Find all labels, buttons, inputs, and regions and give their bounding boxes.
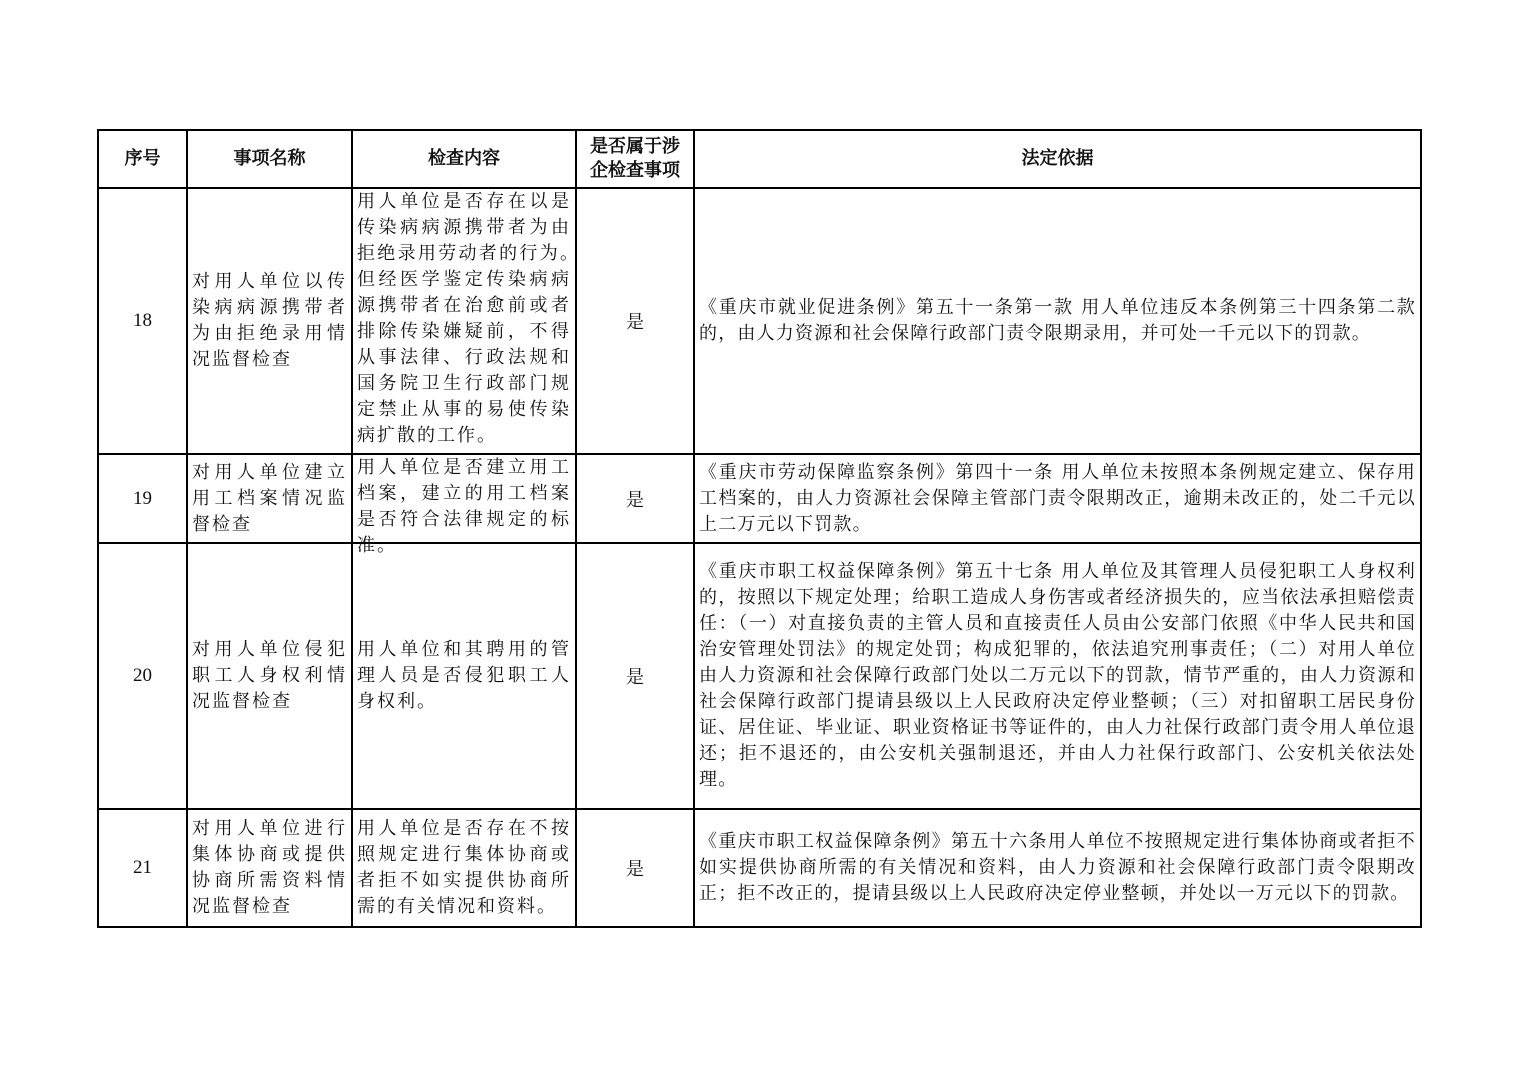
header-name: 事项名称	[187, 130, 352, 188]
legal-basis: 《重庆市劳动保障监察条例》第四十一条 用人单位未按照本条例规定建立、保存用工档案的，由人力资源社会保障主管部门责令限期改正，逾期未改正的，处二千元以上二万元以下罚款。	[694, 454, 1421, 543]
legal-basis: 《重庆市职工权益保障条例》第五十六条用人单位不按照规定进行集体协商或者拒不如实提供协商所需的有关情况和资料，由人力资源和社会保障行政部门责令限期改正；拒不改正的，提请县级以上人民政府决定停业整顿，并处以一万元以下的罚款。	[694, 809, 1421, 927]
header-enterprise	[576, 130, 694, 188]
check-content-cell	[352, 188, 631, 454]
inspection-items-table	[97, 129, 1422, 928]
item-name: 对用人单位以传染病病源携带者为由拒绝录用情况监督检查	[187, 188, 352, 454]
table-row	[98, 543, 1421, 809]
check-content: 用人单位是否建立用工档案，建立的用工档案是否符合法律规定的标准。	[357, 457, 571, 556]
table-row	[98, 809, 1421, 927]
is-enterprise-check: 是	[576, 188, 694, 454]
header-enterprise-label: 是否属于涉企检查事项	[590, 136, 680, 181]
row-number: 18	[98, 188, 187, 454]
table-row	[98, 454, 1421, 543]
check-content: 用人单位和其聘用的管理人员是否侵犯职工人身权利。	[352, 543, 576, 809]
header-no: 序号	[98, 130, 187, 188]
header-basis: 法定依据	[694, 130, 1421, 188]
table-row	[98, 188, 1421, 454]
table-header-row	[98, 130, 1421, 188]
is-enterprise-check: 是	[576, 809, 694, 927]
row-number: 21	[98, 809, 187, 927]
header-content: 检查内容	[352, 130, 576, 188]
is-enterprise-check: 是	[576, 543, 694, 809]
item-name: 对用人单位侵犯职工人身权利情况监督检查	[187, 543, 352, 809]
legal-basis: 《重庆市职工权益保障条例》第五十七条 用人单位及其管理人员侵犯职工人身权利的，按照以下规定处理；给职工造成人身伤害或者经济损失的，应当依法承担赔偿责任：（一）对直接负责的主管人员和直接责任人员由公安部门依照《中华人民共和国治安管理处罚法》的规定处罚；构成犯罪的，依法追究刑事责任；（二）对用人单位由人力资源和社会保障行政部门处以二万元以下的罚款，情节严重的，由人力资源和社会保障行政部门提请县级以上人民政府决定停业整顿；（三）对扣留职工居民身份证、居住证、毕业证、职业资格证书等证件的，由人力社保行政部门责令用人单位退还；拒不退还的，由公安机关强制退还，并由人力社保行政部门、公安机关依法处理。	[694, 543, 1421, 809]
item-name: 对用人单位进行集体协商或提供协商所需资料情况监督检查	[187, 809, 352, 927]
is-enterprise-check: 是	[576, 454, 694, 543]
check-content: 用人单位是否存在不按照规定进行集体协商或者拒不如实提供协商所需的有关情况和资料。	[352, 809, 576, 927]
check-content-cell	[352, 454, 576, 556]
item-name: 对用人单位建立用工档案情况监督检查	[187, 454, 352, 543]
row-number: 19	[98, 454, 187, 543]
check-content: 用人单位是否存在以是传染病病源携带者为由拒绝录用劳动者的行为。 但经医学鉴定传染病病源携带者在治愈前或者排除传染嫌疑前，不得从事法律、行政法规和国务院卫生行政部门规定禁止从事的易使传染病扩散的工作。	[357, 191, 631, 446]
legal-basis: 《重庆市就业促进条例》第五十一条第一款 用人单位违反本条例第三十四条第二款的，由人力资源和社会保障行政部门责令限期录用，并可处一千元以下的罚款。	[694, 188, 1421, 454]
row-number: 20	[98, 543, 187, 809]
